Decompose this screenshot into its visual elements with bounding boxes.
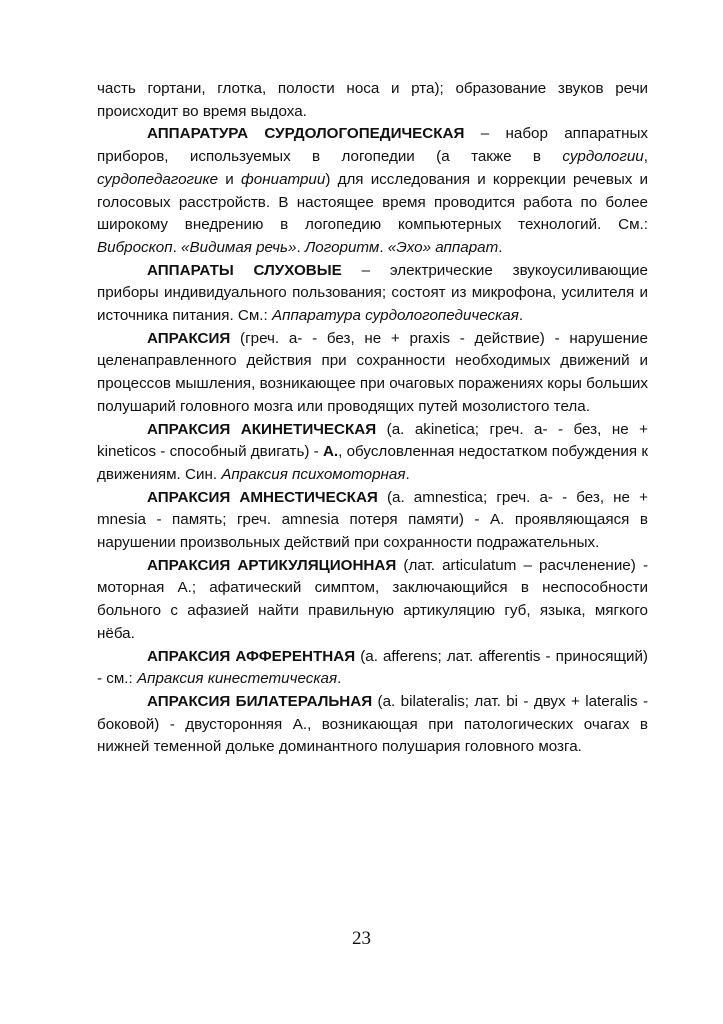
entry-apraksiya-afferentnaya <box>97 646 648 691</box>
definition-text: . <box>518 307 524 325</box>
entry-apraksiya-artikulyatsionnaya <box>97 555 648 646</box>
entry-apraksiya-akineticheskaya <box>97 419 648 487</box>
definition-text: . <box>405 465 410 483</box>
definition-text: , обусловленная недостатком побуждения к движениям. Син. <box>97 443 648 483</box>
cross-reference-italic: «Видимая речь» <box>181 238 297 256</box>
term-bold: А. <box>322 443 339 461</box>
definition-text: (а. akinetica; греч. а- - без, не + kineticos - способный двигать) - <box>97 420 649 461</box>
definition-text: часть гортани, глотка, полости носа и рта); образование звуков речи происходит во время выдоха. <box>97 80 648 120</box>
definition-text: (лат. articulatum – расчленение) - моторная А.; афатический симптом, заключающийся в неспособности больного с афазией найти правильную артикуляцию губ, языка, мягкого нёба. <box>97 556 648 642</box>
definition-text: . <box>337 670 342 688</box>
definition-text: . <box>498 238 503 256</box>
cross-reference-italic: Апраксия кинестетическая <box>136 670 338 688</box>
cross-reference-italic: фониатрии <box>240 170 326 188</box>
cross-reference-italic: сурдологии <box>562 148 644 166</box>
definition-text: (а. amnestica; греч. а- - без, не + mnesia - память; греч. amnesia потеря памяти) - А. проявляющаяся в нарушении произвольных действий при сохранности подражательных. <box>97 488 648 552</box>
term-bold: АПРАКСИЯ БИЛАТЕРАЛЬНАЯ <box>147 692 373 710</box>
definition-text: – электрические звукоусиливающие приборы индивидуального пользования; состоят из микрофона, усилителя и источника питания. См.: <box>97 261 648 325</box>
definition-text: и <box>218 170 241 188</box>
page-number: 23 <box>352 928 371 949</box>
cross-reference-italic: Аппаратура сурдологопедическая <box>271 307 519 325</box>
definition-text: (а. bilateralis; лат. bi - двух + lateralis - боковой) - двусторонняя А., возникающая при патологических очагах в нижней теменной дольке доминантного полушария головного мозга. <box>97 692 648 756</box>
term-bold: АПРАКСИЯ АКИНЕТИЧЕСКАЯ <box>147 420 377 438</box>
entry-apraksiya <box>97 328 648 419</box>
entry-apparaty-sluhovye <box>97 260 648 328</box>
term-bold: АПРАКСИЯ АРТИКУЛЯЦИОННАЯ <box>147 556 397 574</box>
definition-text: , <box>643 148 648 166</box>
definition-text: . <box>296 238 305 256</box>
cross-reference-italic: Логоритм <box>304 238 380 256</box>
term-bold: АППАРАТУРА СУРДОЛОГОПЕДИЧЕСКАЯ <box>147 125 465 143</box>
definition-text: – набор аппаратных приборов, используемых в логопедии (а также в <box>97 125 648 166</box>
entry-apraksiya-amnesticheskaya <box>97 487 648 555</box>
dictionary-page-text <box>97 78 648 759</box>
term-bold: АПРАКСИЯ АМНЕСТИЧЕСКАЯ <box>147 488 378 506</box>
cross-reference-italic: сурдопедагогике <box>97 170 219 188</box>
definition-text: (греч. а- - без, не + praxis - действие) - нарушение целенаправленного действия при сохранности необходимых движений и процессов мышления, возникающее при очаговых поражениях коры больших полушарий головного мозга или проводящих путей мозолистого тела. <box>97 329 648 415</box>
definition-text: . <box>172 238 182 256</box>
definition-text: ) для исследования и коррекции речевых и голосовых расстройств. В настоящее время проводится работа по более широкому внедрению в логопедию компьютерных технологий. См.: <box>97 170 648 234</box>
entry-apraksiya-bilateralnaya <box>97 691 648 759</box>
paragraph-continuation <box>97 78 648 123</box>
entry-apparatura-surdologopedicheskaya <box>97 123 648 259</box>
term-bold: АПРАКСИЯ <box>147 329 231 347</box>
cross-reference-italic: Виброскоп <box>97 238 173 256</box>
term-bold: АППАРАТЫ СЛУХОВЫЕ <box>147 261 342 279</box>
definition-text: . <box>379 238 388 256</box>
cross-reference-italic: Апраксия психомоторная <box>221 465 406 483</box>
definition-text: (а. afferens; лат. afferentis - приносящий) - см.: <box>97 647 648 688</box>
term-bold: АПРАКСИЯ АФФЕРЕНТНАЯ <box>147 647 356 665</box>
cross-reference-italic: «Эхо» аппарат <box>387 238 499 256</box>
